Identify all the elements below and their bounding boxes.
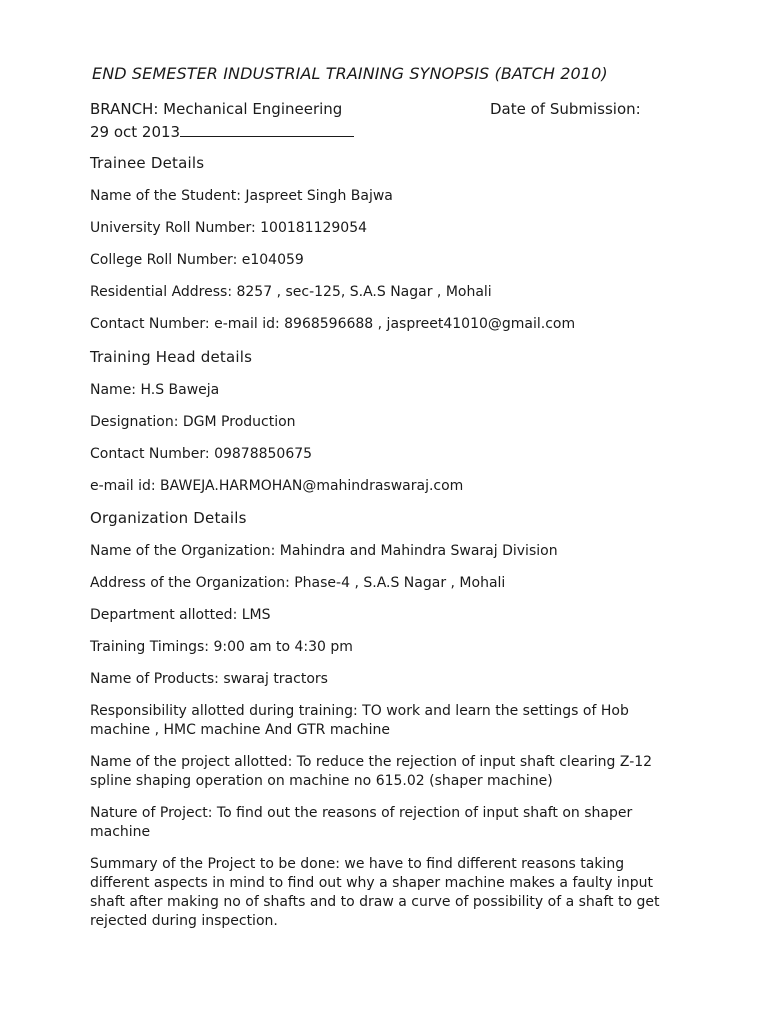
trainee-address: Residential Address: 8257 , sec-125, S.A.S Nagar , Mohali: [90, 284, 492, 300]
head-contact: Contact Number: 09878850675: [90, 446, 313, 462]
org-summary-line-1: Summary of the Project to be done: we have to find different reasons taking: [90, 856, 625, 872]
head-designation: Designation: DGM Production: [90, 414, 296, 430]
org-products: Name of Products: swaraj tractors: [90, 671, 328, 687]
date-value-line: [90, 120, 354, 143]
org-nature-line-1: Nature of Project: To find out the reasons of rejection of input shaft on shaper: [90, 805, 633, 821]
head-email: e-mail id: BAWEJA.HARMOHAN@mahindraswaraj.com: [90, 478, 464, 494]
trainee-college-roll: College Roll Number: e104059: [90, 252, 304, 268]
org-summary-line-2: different aspects in mind to find out why a shaper machine makes a faulty input: [90, 875, 653, 891]
org-name: Name of the Organization: Mahindra and Mahindra Swaraj Division: [90, 543, 558, 559]
org-responsibility-line-2: machine , HMC machine And GTR machine: [90, 722, 390, 738]
org-project-line-1: Name of the project allotted: To reduce the rejection of input shaft clearing Z-12: [90, 754, 653, 770]
org-heading: Organization Details: [90, 509, 247, 527]
branch-text: BRANCH: Mechanical Engineering: [90, 100, 343, 118]
trainee-contact: Contact Number: e-mail id: 8968596688 , jaspreet41010@gmail.com: [90, 316, 576, 332]
date-label: Date of Submission:: [490, 100, 641, 118]
org-nature-line-2: machine: [90, 824, 151, 840]
head-name: Name: H.S Baweja: [90, 382, 220, 398]
trainee-name: Name of the Student: Jaspreet Singh Bajwa: [90, 188, 393, 204]
org-department: Department allotted: LMS: [90, 607, 271, 623]
org-timings: Training Timings: 9:00 am to 4:30 pm: [90, 639, 353, 655]
trainee-university-roll: University Roll Number: 100181129054: [90, 220, 368, 236]
org-responsibility-line-1: Responsibility allotted during training: TO work and learn the settings of Hob: [90, 703, 629, 719]
date-value: 29 oct 2013: [90, 123, 181, 141]
org-summary-line-4: rejected during inspection.: [90, 913, 278, 929]
org-address: Address of the Organization: Phase-4 , S.A.S Nagar , Mohali: [90, 575, 506, 591]
org-project-line-2: spline shaping operation on machine no 615.02 (shaper machine): [90, 773, 553, 789]
trainee-heading: Trainee Details: [90, 154, 205, 172]
org-summary-line-3: shaft after making no of shafts and to draw a curve of possibility of a shaft to get: [90, 894, 660, 910]
head-heading: Training Head details: [90, 348, 253, 366]
document-title: END SEMESTER INDUSTRIAL TRAINING SYNOPSIS (BATCH 2010): [92, 64, 608, 83]
date-underline: [180, 120, 354, 137]
